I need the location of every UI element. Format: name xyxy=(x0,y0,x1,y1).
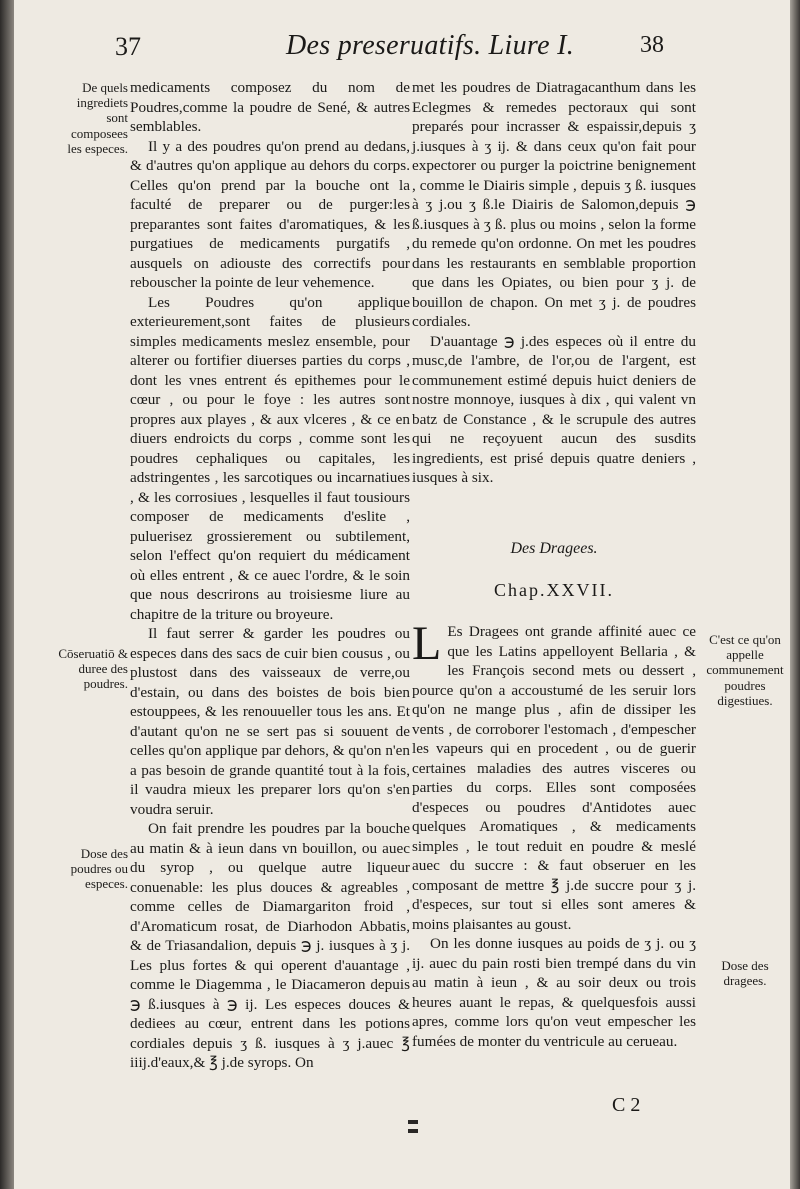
page-number-left: 37 xyxy=(115,32,141,61)
left-paragraph-2: Il y a des poudres qu'on prend au dedans, & d'autres qu'on applique au dehors du corps. Celles qu'on prend par la bouche ont la faculté de preparer ou de purger:les preparantes sont faites d'aromatiques, & les purgatiues de medicaments purgatifs , ausquels on adiouste des correctifs pour rebouscher la pointe de leur vehemence. xyxy=(130,137,410,291)
left-paragraph-1: medicaments composez du nom de Poudres,comme la poudre de Sené, & autres semblables. xyxy=(130,79,410,135)
signature-mark: C 2 xyxy=(612,1094,641,1116)
running-title: Des preseruatifs. Liure I. xyxy=(286,30,575,61)
left-paragraph-3: Les Poudres qu'on applique exterieurement,sont faites de plusieurs simples medicaments meslez ensemble, pour alterer ou fortifier diuerses parties du corps , dont les vnes entrent és epithemes pour le cœur , ou pour le foye : les autres sont propres aux playes , & aux vlceres , & ce en diuers endroicts du corps , comme sont les poudres cephaliques ou capitales, les adstringentes , les sarcotiques ou incarnatiues , & les corrosiues , lesquelles il faut tousiours composer de medicaments d'eslite , puluerisez grossierement ou subtilement, selon l'effect qu'on requiert du médicament où elles entrent , & ce auec l'ordre, & le soin que nous descrirons au troisiesme liure au chapitre de la triture ou broyeure. xyxy=(130,293,410,623)
gutter-ornament xyxy=(408,1120,422,1150)
margin-note-dose-dragees: Dose des dragees. xyxy=(721,958,769,989)
chapter-paragraph-1-text: Es Dragees ont grande affinité auec ce que les Latins appelloyent Bellaria , & les François second mets ou dessert , pource qu'on a accoustumé de les seruir lors qu'on ne mange plus , afin de dissiper les vents , de corroborer l'estomach , d'empescher les vapeurs qui en procedent , ou de guerir certaines maladies des autres visceres ou parties du corps. Elles sont composées d'especes ou poudres d'Antidotes auec quelques Aromatiques , & medicaments simples , le tout reduit en poudre & meslé auec du succre : & faut obseruer en les composant de mettre ℥ j.de succre pour ʒ j. d'especes, sur tout si elles sont ameres & moins plaisantes au goust. xyxy=(412,623,696,933)
chapter-text xyxy=(412,617,696,1051)
margin-note-conservation: Cōseruatiō & duree des poudres. xyxy=(58,646,128,692)
left-paragraph-4: Il faut serrer & garder les poudres ou especes dans des sacs de cuir bien cousus , ou plustost dans des vaisseaux de verre,ou d'estain, ou dans des boistes de bois bien estouppees, & les renouueller tous les ans. Et d'autant qu'on ne se sert pas si souuent de celles qu'on applique par dehors, & qu'on n'en a pas besoin de grande quantité tout à la fois, il vaudra mieux les preparer lors qu'on s'en voudra seruir. xyxy=(130,625,410,818)
left-paragraph-5: On fait prendre les poudres par la bouche au matin & à ieun dans vn bouillon, ou auec du syrop , ou quelque autre liqueur conuenable: les plus douces & agreables , comme celles de Diamargariton froid , d'Aromaticum rosat, de Diarhodon Abbatis, & de Triasandalion, depuis ℈ j. iusques à ʒ j. Les plus fortes & qui operent d'auantage , comme le Diagemma , le Diacameron depuis ℈ ß.iusques à ℈ ij. Les especes douces & dediees au cœur, entrent dans les potions cordiales depuis ʒ ß. iusques à ʒ j.auec ℥ iiij.d'eaux,& ℥ j.de syrops. On xyxy=(130,820,410,1071)
chapter-paragraph-1 xyxy=(412,617,696,934)
margin-note-dose-poudres: Dose des poudres ou especes. xyxy=(70,846,128,892)
chapter-heading: Chap.XXVII. xyxy=(494,580,614,600)
drop-cap-letter: L xyxy=(412,617,442,670)
chapter-paragraph-2: On les donne iusques au poids de ʒ j. ou ʒ ij. auec du pain rosti bien trempé dans du vin au matin à ieun , & au soir deux ou trois heures auant le repas, & quelquesfois aussi apres, comme lors qu'on veut empescher les fumées de monter du ventricule au cerueau. xyxy=(412,935,696,1050)
margin-note-digestives: C'est ce qu'on appelle communement poudres digestiues. xyxy=(706,632,784,708)
running-header xyxy=(0,30,800,70)
right-paragraph-1: met les poudres de Diatragacanthum dans les Eclegmes & remedes pectoraux qui sont preparés pour incrasser & espaissir,depuis ʒ j.iusques à ʒ ij. & dans ceux qu'on fait pour expectorer ou purger la poictrine benignement , comme le Diairis simple , depuis ʒ ß. iusques à ʒ j.ou ʒ ß.le Diairis de Salomon,depuis ℈ ß.iusques à ʒ ß. plus ou moins , selon la forme du remede qu'on ordonne. On met les poudres dans les restaurants en semblable proportion que dans les Opiates, ou bien pour ʒ j. de bouillon de chapon. On met ʒ j. de poudres cordiales. xyxy=(412,79,696,330)
section-subheading: Des Dragees. xyxy=(510,540,598,557)
page-edge-shadow xyxy=(790,0,800,1189)
page-binding-shadow xyxy=(0,0,14,1189)
page-number-right: 38 xyxy=(640,32,664,58)
right-paragraph-2: D'auantage ℈ j.des especes où il entre du musc,de l'ambre, de l'or,ou de l'argent, est communement estimé depuis huict deniers de nostre monnoye, iusques à dix , qui valent vn batz de Constance , & le scrupule des autres qui ne reçoyuent aucun des susdits ingredients, est prisé depuis quatre deniers , iusques à six. xyxy=(412,332,696,486)
left-text-column xyxy=(130,78,410,1073)
right-text-column xyxy=(412,78,696,488)
margin-note-ingredients: De quels ingrediets sont composees les especes. xyxy=(67,80,128,156)
